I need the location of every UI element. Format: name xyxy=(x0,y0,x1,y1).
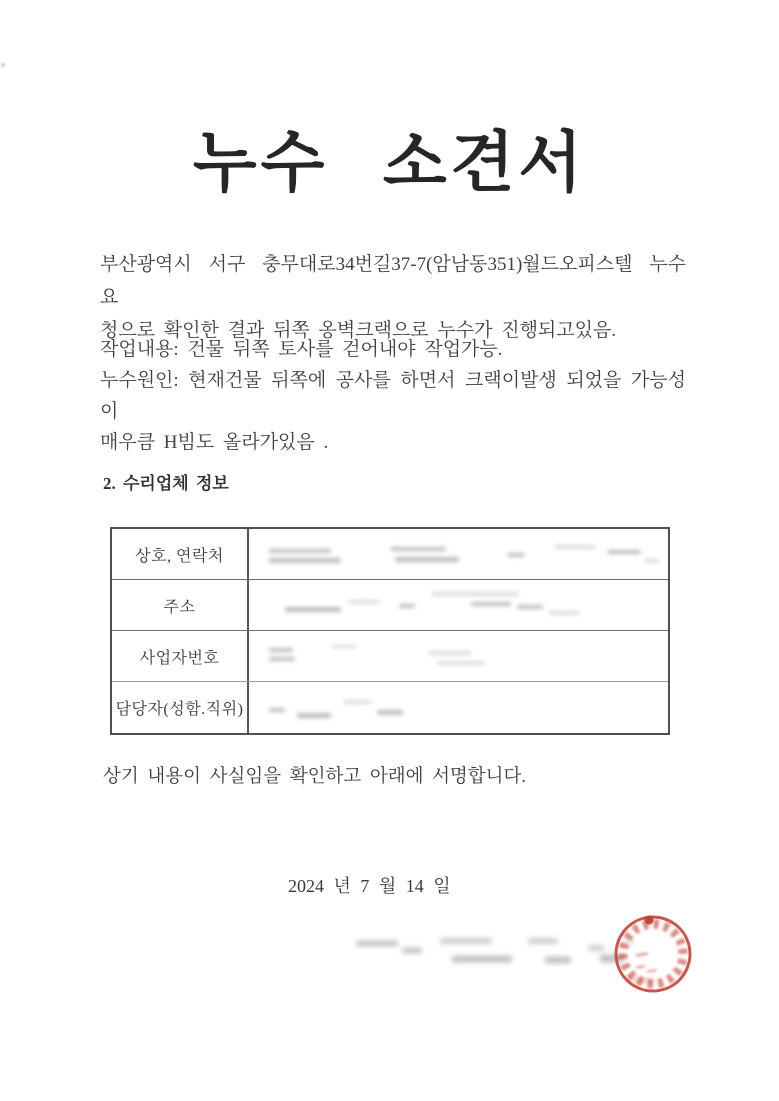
work-details-paragraph xyxy=(100,334,686,458)
page-title: 누수 소견서 xyxy=(192,127,587,200)
row-value-redacted xyxy=(249,682,668,733)
scan-speck xyxy=(1,63,5,67)
row-value-redacted xyxy=(249,580,668,630)
row-value-redacted xyxy=(249,631,668,681)
section-heading: 2. 수리업체 정보 xyxy=(103,474,229,493)
leak-cause-line: 매우큼 H빔도 올라가있음 . xyxy=(100,432,329,453)
date-text: 2024 년 7 월 14 일 xyxy=(288,876,451,896)
row-label: 사업자번호 xyxy=(112,631,249,681)
stamp-graphic xyxy=(603,904,703,1004)
table-row xyxy=(112,580,668,631)
intro-paragraph xyxy=(100,248,686,347)
work-content-line: 작업내용: 건물 뒤쪽 토사를 걷어내야 작업가능. xyxy=(100,339,503,360)
red-seal-stamp-icon xyxy=(603,904,703,1004)
table-row xyxy=(112,529,668,580)
row-label: 상호, 연락처 xyxy=(112,529,249,579)
intro-line: 부산광역시 서구 충무대로34번길37-7(암남동351)월드오피스텔 누수 요 xyxy=(100,254,686,308)
row-value-redacted xyxy=(249,529,668,579)
confirmation-text: 상기 내용이 사실임을 확인하고 아래에 서명합니다. xyxy=(103,767,527,787)
row-label: 담당자(성함.직위) xyxy=(112,682,249,733)
leak-cause-line: 누수원인: 현재건물 뒤쪽에 공사를 하면서 크랙이발생 되었을 가능성이 xyxy=(100,370,686,422)
row-label: 주소 xyxy=(112,580,249,630)
intro-line: 청으로 확인한 결과 뒤쪽 옹벽크랙으로 누수가 진행되고있음. xyxy=(100,320,617,341)
table-row xyxy=(112,682,668,733)
table-row xyxy=(112,631,668,682)
company-info-table xyxy=(110,527,670,735)
